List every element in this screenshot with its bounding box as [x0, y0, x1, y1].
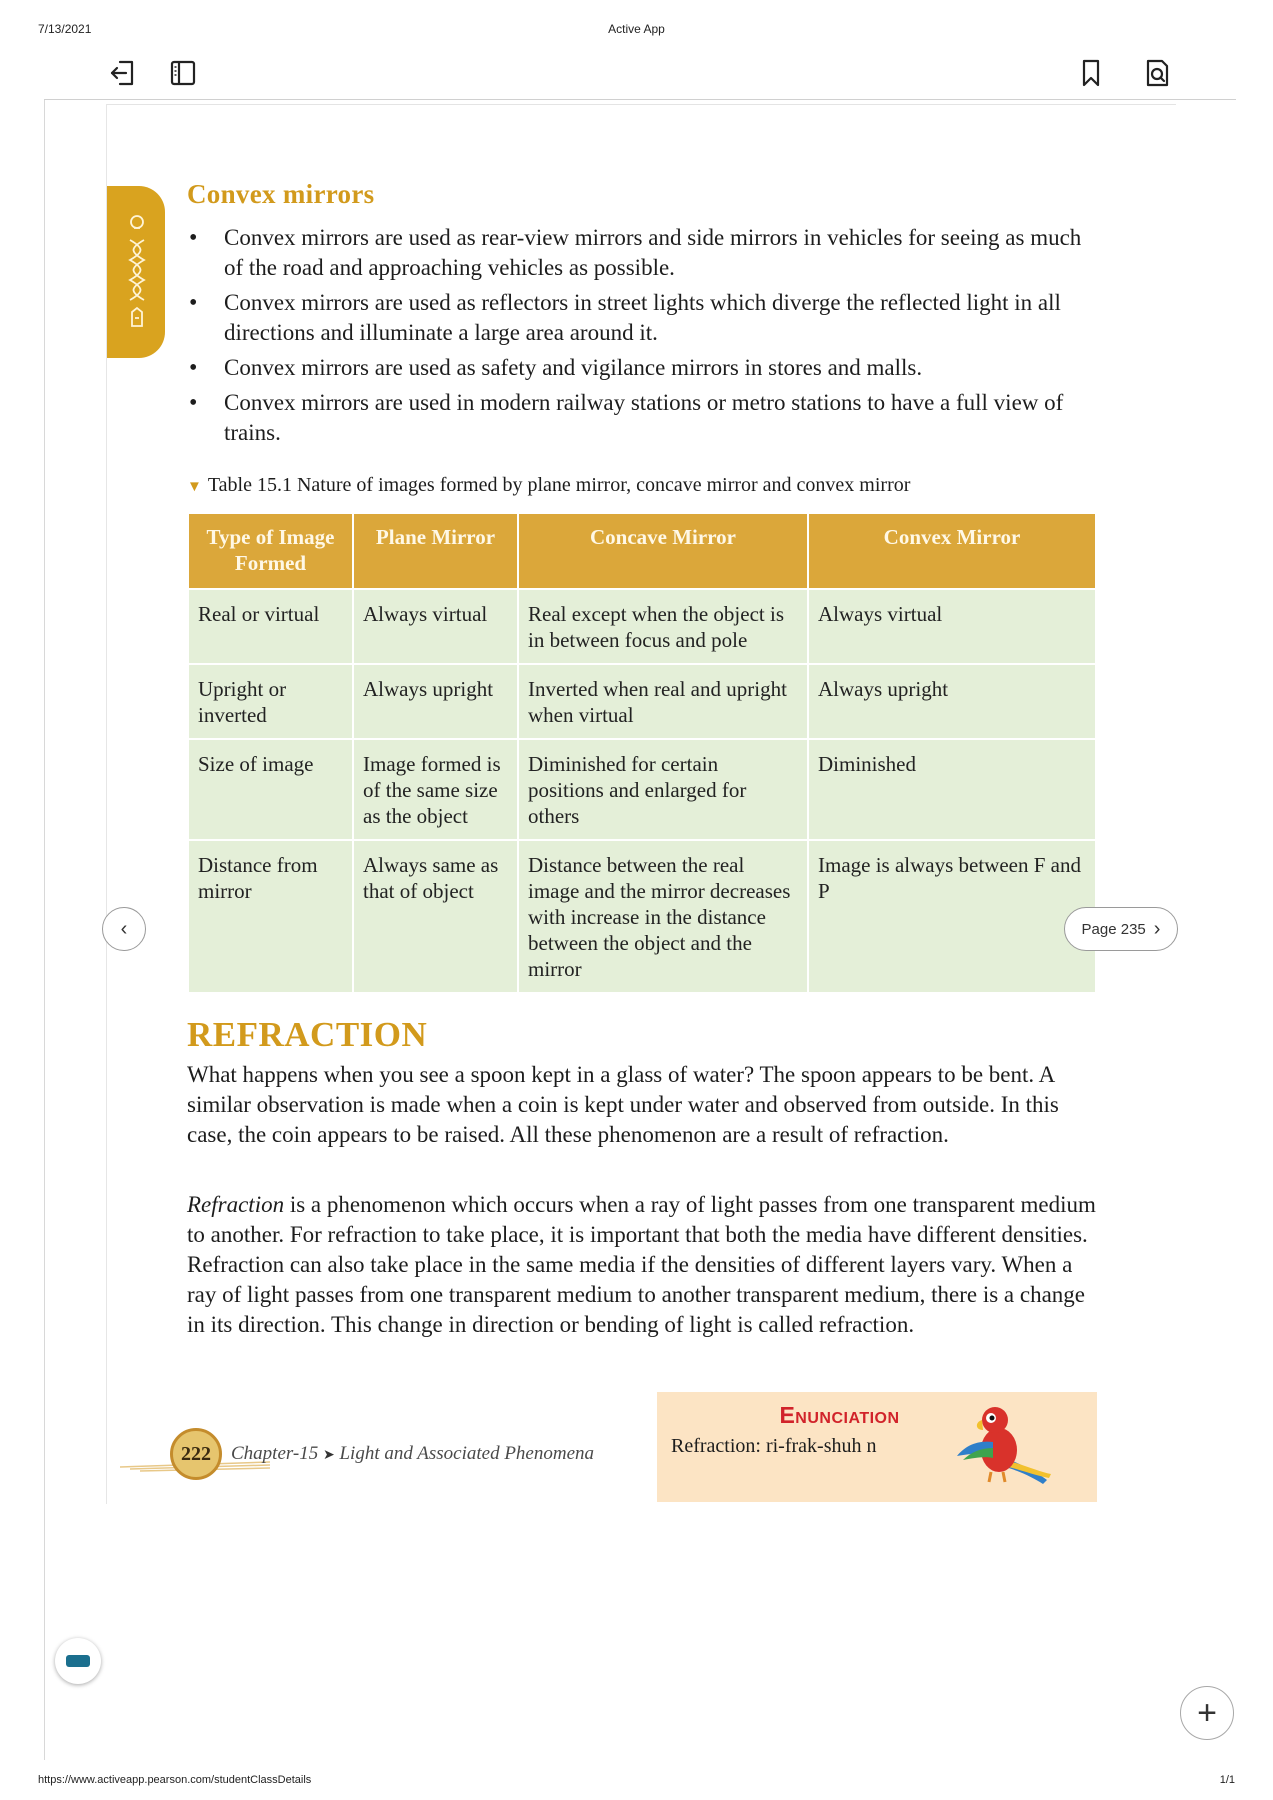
page-search-icon[interactable]	[1140, 56, 1174, 90]
table-cell: Always upright	[808, 664, 1096, 739]
list-item: • Convex mirrors are used as reflectors in street lights which diverge the reflected light in all directions and illuminate a large area around it.	[187, 288, 1097, 348]
enunciation-box	[657, 1392, 1097, 1502]
table-cell: Upright or inverted	[188, 664, 353, 739]
bookmark-icon[interactable]	[1074, 56, 1108, 90]
table-cell: Distance from mirror	[188, 840, 353, 993]
refraction-definition-text: is a phenomenon which occurs when a ray of light passes from one transparent medium to another. For refraction to take place, it is important that both the media have different densities. Refraction can also take place in the same media if the densities of different layers vary. When a ray of light passes from one transparent medium to another transparent medium, there is a change in its direction. This change in direction or bending of light is called refraction.	[187, 1192, 1096, 1337]
next-page-button[interactable]	[1064, 907, 1178, 951]
chevron-right-icon: ›	[1153, 917, 1161, 940]
table-caption	[187, 474, 910, 497]
table-header-cell: Plane Mirror	[353, 513, 518, 589]
chapter-label: Chapter-15	[231, 1443, 319, 1464]
table-header-cell: Concave Mirror	[518, 513, 808, 589]
parrot-icon	[947, 1402, 1057, 1492]
print-url: https://www.activeapp.pearson.com/studentClassDetails	[38, 1774, 312, 1786]
sidebar-toggle-icon[interactable]	[166, 56, 200, 90]
print-date: 7/13/2021	[38, 22, 92, 36]
table-cell: Real or virtual	[188, 589, 353, 664]
table-cell: Size of image	[188, 739, 353, 840]
table-header-row	[188, 513, 1096, 589]
print-page-count: 1/1	[1219, 1774, 1235, 1786]
refraction-term: Refraction	[187, 1192, 285, 1217]
table-header-cell: Type of Image Formed	[188, 513, 353, 589]
refraction-definition-paragraph	[187, 1190, 1097, 1340]
notes-icon	[66, 1655, 90, 1667]
add-button[interactable]	[1180, 1686, 1234, 1740]
table-cell: Always virtual	[808, 589, 1096, 664]
caption-marker-icon: ▼	[187, 479, 202, 495]
nature-of-images-table	[187, 512, 1097, 994]
exit-icon[interactable]	[106, 56, 140, 90]
table-cell: Always same as that of object	[353, 840, 518, 993]
print-header	[38, 22, 1235, 38]
refraction-intro-paragraph: What happens when you see a spoon kept in a glass of water? The spoon appears to be bent. A similar observation is made when a coin is kept under water and observed from outside. In this case, the coin appears to be raised. All these phenomenon are a result of refraction.	[187, 1062, 1059, 1147]
enunciation-text: Refraction: ri-frak-shuh n	[671, 1435, 877, 1457]
table-cell: Inverted when real and upright when virtual	[518, 664, 808, 739]
table-row	[188, 840, 1096, 993]
chapter-separator-icon: ➤	[322, 1448, 335, 1463]
next-page-label: Page 235	[1081, 920, 1146, 938]
reader-frame-edge	[44, 100, 45, 1760]
table-cell: Diminished for certain positions and enlarged for others	[518, 739, 808, 840]
table-cell: Distance between the real image and the mirror decreases with increase in the distance between the object and the mirror	[518, 840, 808, 993]
chapter-title: Light and Associated Phenomena	[339, 1443, 595, 1464]
convex-uses-list	[187, 223, 1097, 453]
print-title: Active App	[608, 22, 665, 36]
previous-page-button[interactable]	[102, 907, 146, 951]
notes-button[interactable]	[55, 1638, 101, 1684]
table-caption-text: Table 15.1 Nature of images formed by plane mirror, concave mirror and convex mirror	[207, 474, 911, 496]
enunciation-title: Enunciation	[779, 1402, 900, 1428]
table-cell: Image is always between F and P	[808, 840, 1096, 993]
plus-icon: +	[1197, 1693, 1217, 1732]
table-cell: Always upright	[353, 664, 518, 739]
page-number-badge: 222	[170, 1428, 222, 1480]
print-footer	[38, 1774, 1235, 1788]
table-row	[188, 664, 1096, 739]
concept-tab	[107, 186, 165, 358]
list-item: • Convex mirrors are used as rear-view mirrors and side mirrors in vehicles for seeing as much of the road and approaching vehicles as possible.	[187, 223, 1097, 283]
table-cell: Diminished	[808, 739, 1096, 840]
table-cell: Real except when the object is in between focus and pole	[518, 589, 808, 664]
list-item: • Convex mirrors are used in modern railway stations or metro stations to have a full view of trains.	[187, 388, 1097, 448]
convex-mirrors-title: Convex mirrors	[187, 179, 375, 209]
list-item: • Convex mirrors are used as safety and vigilance mirrors in stores and malls.	[187, 353, 1097, 383]
chapter-footer	[231, 1443, 594, 1465]
concept-tab-icon	[127, 212, 147, 332]
table-header-cell: Convex Mirror	[808, 513, 1096, 589]
table-row	[188, 739, 1096, 840]
table-cell: Image formed is of the same size as the object	[353, 739, 518, 840]
reader-toolbar	[44, 50, 1236, 100]
chevron-left-icon: ‹	[120, 917, 128, 940]
table-cell: Always virtual	[353, 589, 518, 664]
table-row	[188, 589, 1096, 664]
refraction-title: REFRACTION	[187, 1015, 428, 1054]
